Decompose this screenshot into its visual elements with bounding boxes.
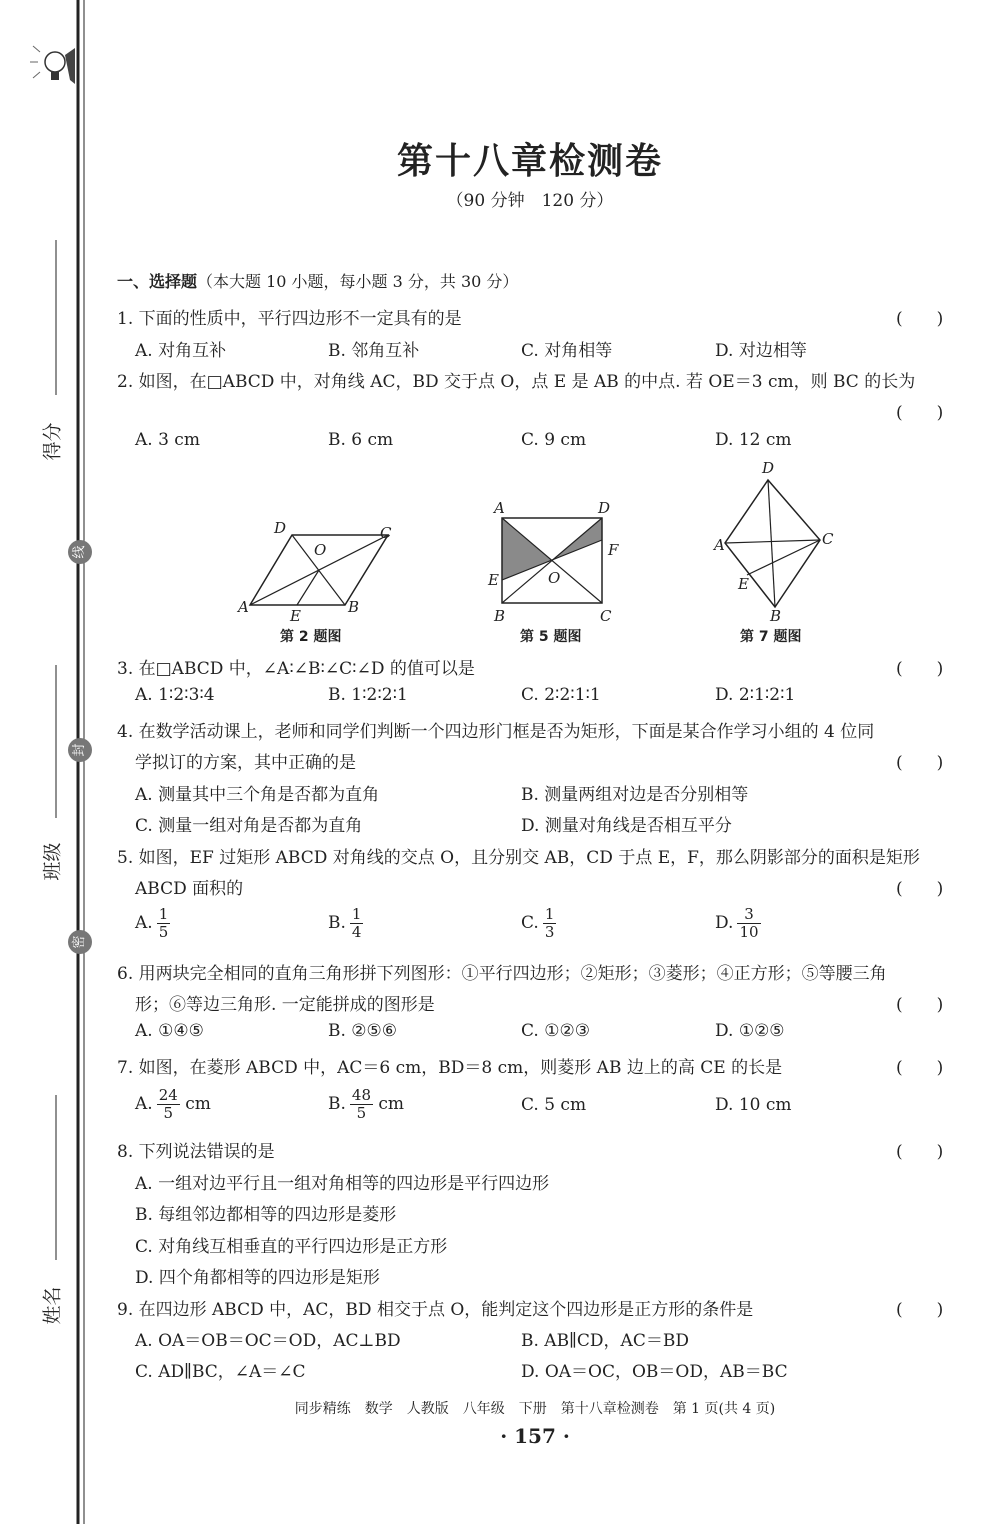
fig2-caption: 第 2 题图 xyxy=(280,629,342,645)
q8-option-a: A. 一组对边平行且一组对角相等的四边形是平行四边形 xyxy=(135,1174,550,1194)
fig7-label-b: B xyxy=(770,607,782,625)
q3-option-b: B. 1∶2∶2∶1 xyxy=(328,685,408,705)
seal-feng-badge: 封 xyxy=(68,738,92,762)
q7-option-a-letter: A. xyxy=(135,1094,153,1114)
seal-line-badge: 线 xyxy=(68,540,92,564)
q9-answer-paren: ( ) xyxy=(896,1300,944,1320)
figure-7-rhombus xyxy=(712,459,834,625)
figure-2-parallelogram xyxy=(236,519,392,625)
q6-stem-line2: 形；⑥等边三角形. 一定能拼成的图形是 xyxy=(135,995,435,1015)
score-label: 得分 xyxy=(41,422,64,461)
q7-option-d: D. 10 cm xyxy=(715,1095,792,1115)
q7-option-b-unit: cm xyxy=(378,1094,405,1114)
q6-option-c: C. ①②③ xyxy=(521,1021,590,1041)
page-footer: 同步精练 数学 人教版 八年级 下册 第十八章检测卷 第 1 页(共 4 页) xyxy=(294,1401,776,1417)
q7-option-a xyxy=(135,1087,211,1122)
q6-stem-line1: 6. 用两块完全相同的直角三角形拼下列图形：①平行四边形；②矩形；③菱形；④正方形；⑤等腰三角 xyxy=(117,964,887,984)
q7-option-a-numerator: 24 xyxy=(158,1086,178,1104)
q9-option-a: A. OA＝OB＝OC＝OD，AC⊥BD xyxy=(135,1331,401,1351)
q5-stem-line2: ABCD 面积的 xyxy=(135,879,244,899)
q2-answer-paren: ( ) xyxy=(896,403,944,423)
q5-option-a-fraction xyxy=(157,906,171,941)
q4-option-b: B. 测量两组对边是否分别相等 xyxy=(521,785,749,805)
q7-option-b xyxy=(328,1087,404,1122)
q7-option-c: C. 5 cm xyxy=(521,1095,587,1115)
q5-option-d-letter: D. xyxy=(715,913,734,933)
q9-option-b: B. AB∥CD，AC＝BD xyxy=(521,1331,689,1351)
q3-option-a: A. 1∶2∶3∶4 xyxy=(135,685,215,705)
q4-option-d: D. 测量对角线是否相互平分 xyxy=(521,816,732,836)
fig2-label-b: B xyxy=(348,598,360,616)
q3-option-c: C. 2∶2∶1∶1 xyxy=(521,685,601,705)
q6-option-b: B. ②⑤⑥ xyxy=(328,1021,398,1041)
page-number: · 157 · xyxy=(500,1424,570,1448)
q5-option-d-numerator: 3 xyxy=(737,906,760,924)
q7-option-a-unit: cm xyxy=(185,1094,211,1114)
fig7-label-c: C xyxy=(822,530,834,548)
fig5-caption: 第 5 题图 xyxy=(520,629,582,645)
q9-stem: 9. 在四边形 ABCD 中，AC，BD 相交于点 O，能判定这个四边形是正方形的条件是 xyxy=(117,1300,754,1320)
q2-stem: 2. 如图，在□ABCD 中，对角线 AC，BD 交于点 O，点 E 是 AB 的中点. 若 OE＝3 cm，则 BC 的长为 xyxy=(117,372,916,392)
class-label: 班级 xyxy=(41,842,64,881)
seal-mi-badge: 密 xyxy=(68,930,92,954)
page-title: 第十八章检测卷 xyxy=(396,141,663,182)
fig5-shaded-left xyxy=(502,518,552,580)
fig5-label-e: E xyxy=(488,571,499,589)
q8-option-c: C. 对角线互相垂直的平行四边形是正方形 xyxy=(135,1237,448,1257)
q8-answer-paren: ( ) xyxy=(896,1142,944,1162)
q5-option-d xyxy=(715,906,761,941)
section-header xyxy=(117,269,518,292)
q2-option-b: B. 6 cm xyxy=(328,430,394,450)
fig2-label-c: C xyxy=(380,524,392,542)
q8-option-b: B. 每组邻边都相等的四边形是菱形 xyxy=(135,1205,397,1225)
q1-option-a: A. 对角互补 xyxy=(135,341,227,361)
q4-answer-paren: ( ) xyxy=(896,753,944,773)
name-label: 姓名 xyxy=(41,1286,64,1325)
q5-option-a-letter: A. xyxy=(135,913,153,933)
q3-stem: 3. 在□ABCD 中，∠A∶∠B∶∠C∶∠D 的值可以是 xyxy=(117,659,475,679)
q1-option-c: C. 对角相等 xyxy=(521,341,613,361)
q9-option-c: C. AD∥BC，∠A＝∠C xyxy=(135,1362,306,1382)
q4-option-a: A. 测量其中三个角是否都为直角 xyxy=(135,785,380,805)
q1-answer-paren: ( ) xyxy=(896,309,944,329)
fig2-label-a: A xyxy=(238,598,249,616)
q7-option-b-denominator: 5 xyxy=(356,1104,367,1122)
fig2-label-d: D xyxy=(274,519,287,537)
q5-option-b-denominator: 4 xyxy=(351,923,362,941)
fig2-label-o: O xyxy=(314,541,327,559)
fig7-caption: 第 7 题图 xyxy=(740,629,802,645)
q7-stem: 7. 如图，在菱形 ABCD 中，AC＝6 cm，BD＝8 cm，则菱形 AB 边上的高 CE 的长是 xyxy=(117,1058,783,1078)
q6-answer-paren: ( ) xyxy=(896,995,944,1015)
section-note: （本大题 10 小题，每小题 3 分，共 30 分） xyxy=(197,272,519,291)
q4-option-c: C. 测量一组对角是否都为直角 xyxy=(135,816,363,836)
q4-stem-line2: 学拟订的方案，其中正确的是 xyxy=(135,753,356,773)
fig5-label-d: D xyxy=(598,499,611,517)
q5-option-c-fraction xyxy=(543,906,557,941)
fig5-label-a: A xyxy=(494,499,505,517)
q5-stem-line1: 5. 如图，EF 过矩形 ABCD 对角线的交点 O，且分别交 AB，CD 于点 E，F，那么阴影部分的面积是矩形 xyxy=(117,848,920,868)
q7-option-a-fraction xyxy=(157,1087,180,1122)
q5-option-c-numerator: 1 xyxy=(544,905,555,923)
fig5-label-b: B xyxy=(494,607,506,625)
q8-option-d: D. 四个角都相等的四边形是矩形 xyxy=(135,1268,380,1288)
q2-option-d: D. 12 cm xyxy=(715,430,792,450)
section-label: 一、选择题 xyxy=(117,272,198,291)
fig7-label-e: E xyxy=(738,575,749,593)
q1-stem: 1. 下面的性质中，平行四边形不一定具有的是 xyxy=(117,309,462,329)
q5-option-a-denominator: 5 xyxy=(158,923,169,941)
fig5-label-f: F xyxy=(608,541,619,559)
q7-option-b-numerator: 48 xyxy=(351,1086,371,1104)
q3-option-d: D. 2∶1∶2∶1 xyxy=(715,685,796,705)
fig5-label-o: O xyxy=(548,569,561,587)
figure-5-rectangle xyxy=(487,499,619,625)
q5-option-a-numerator: 1 xyxy=(158,905,169,923)
q6-option-d: D. ①②⑤ xyxy=(715,1021,785,1041)
q7-answer-paren: ( ) xyxy=(896,1058,944,1078)
q7-option-b-letter: B. xyxy=(328,1094,346,1114)
fig2-label-e: E xyxy=(290,607,301,625)
q5-option-d-denominator: 10 xyxy=(739,923,759,941)
q5-option-b-numerator: 1 xyxy=(351,905,362,923)
q5-option-b xyxy=(328,906,363,941)
fig7-label-d: D xyxy=(762,459,775,477)
q1-option-b: B. 邻角互补 xyxy=(328,341,420,361)
q2-option-a: A. 3 cm xyxy=(135,430,200,450)
q2-option-c: C. 9 cm xyxy=(521,430,587,450)
q9-option-d: D. OA＝OC，OB＝OD，AB＝BC xyxy=(521,1362,788,1382)
q7-option-b-fraction xyxy=(350,1087,373,1122)
q1-option-d: D. 对边相等 xyxy=(715,341,807,361)
q5-option-c xyxy=(521,906,556,941)
q5-answer-paren: ( ) xyxy=(896,879,944,899)
figures-row xyxy=(230,455,850,655)
q5-option-c-denominator: 3 xyxy=(544,923,555,941)
q6-option-a: A. ①④⑤ xyxy=(135,1021,204,1041)
page-subtitle: （90 分钟 120 分） xyxy=(446,191,614,211)
fig7-label-a: A xyxy=(714,536,725,554)
q5-option-b-fraction xyxy=(350,906,364,941)
lightbulb-icon xyxy=(30,46,75,84)
q3-answer-paren: ( ) xyxy=(896,659,944,679)
q5-option-b-letter: B. xyxy=(328,913,346,933)
q4-stem-line1: 4. 在数学活动课上，老师和同学们判断一个四边形门框是否为矩形，下面是某合作学习小组的 4 位同 xyxy=(117,722,875,742)
q7-option-a-denominator: 5 xyxy=(163,1104,173,1122)
q8-stem: 8. 下列说法错误的是 xyxy=(117,1142,275,1162)
q5-option-a xyxy=(135,906,170,941)
q5-option-d-fraction xyxy=(737,906,760,941)
q5-option-c-letter: C. xyxy=(521,913,539,933)
fig5-label-c: C xyxy=(600,607,612,625)
